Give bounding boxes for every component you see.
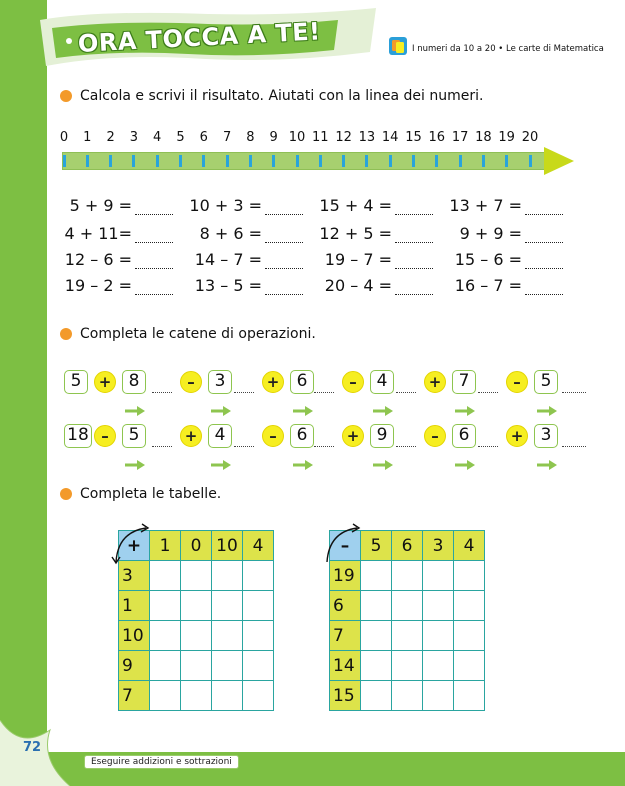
equation-text: 15 + 4 = [319, 196, 392, 215]
equation-text: 14 – 7 = [194, 250, 262, 269]
footer-topic: Eseguire addizioni e sottrazioni [84, 755, 239, 769]
answer-blank[interactable] [265, 228, 303, 243]
chain-operator: – [506, 371, 528, 393]
number-line-tick [202, 155, 205, 167]
answer-cell[interactable] [392, 591, 423, 621]
number-line-tick [226, 155, 229, 167]
green-arrow-icon [536, 456, 558, 468]
instruction-3 [60, 486, 221, 502]
table-op-symbol: + [126, 535, 142, 556]
green-arrow-icon [124, 456, 146, 468]
green-arrow-icon [372, 456, 394, 468]
number-line-tick [296, 155, 299, 167]
equation-text: 9 + 9 = [459, 224, 522, 243]
number-line-label: 17 [451, 130, 469, 145]
green-arrow-icon [536, 402, 558, 414]
answer-cell[interactable] [392, 651, 423, 681]
equation [318, 224, 433, 243]
answer-cell[interactable] [181, 681, 212, 711]
chain-blank[interactable] [562, 392, 586, 393]
green-arrow-icon [454, 456, 476, 468]
chain-operand-box: 5 [534, 370, 558, 394]
number-line-arrow-icon [544, 147, 574, 175]
equation-text: 19 – 2 = [64, 276, 132, 295]
instruction-1 [60, 88, 483, 104]
answer-blank[interactable] [265, 280, 303, 295]
number-line-tick [272, 155, 275, 167]
number-line-label: 13 [358, 130, 376, 145]
answer-cell[interactable] [150, 651, 181, 681]
answer-cell[interactable] [243, 681, 274, 711]
answer-cell[interactable] [212, 681, 243, 711]
column-header: 0 [181, 531, 212, 561]
chain-operator: + [180, 425, 202, 447]
answer-cell[interactable] [361, 651, 392, 681]
number-line-label: 11 [312, 130, 329, 145]
number-line-tick [342, 155, 345, 167]
table-op-symbol: – [340, 535, 350, 556]
chain-blank[interactable] [314, 392, 334, 393]
number-line-tick [109, 155, 112, 167]
chain-blank[interactable] [396, 392, 416, 393]
curved-arrow-icon [110, 522, 154, 566]
curved-arrow-icon [321, 522, 365, 566]
row-header: 6 [330, 591, 361, 621]
green-arrow-icon [292, 456, 314, 468]
answer-cell[interactable] [454, 561, 485, 591]
number-line-label: 0 [59, 130, 69, 145]
number-line-label: 7 [222, 130, 232, 145]
number-line-label: 15 [405, 130, 422, 145]
number-line-tick [156, 155, 159, 167]
number-line-tick [505, 155, 508, 167]
number-line-label: 14 [381, 130, 399, 145]
number-line-label: 12 [335, 130, 352, 145]
equation-text: 4 + 11= [64, 224, 132, 243]
answer-cell[interactable] [392, 621, 423, 651]
number-line-label: 10 [288, 130, 306, 145]
column-header: 5 [361, 531, 392, 561]
row-header: 1 [119, 591, 150, 621]
chain-operator: – [180, 371, 202, 393]
chain-start-box: 18 [64, 424, 92, 448]
chain-operand-box: 4 [208, 424, 232, 448]
equation [318, 196, 433, 215]
equation [448, 250, 563, 269]
orange-bullet-icon [60, 328, 72, 340]
answer-cell[interactable] [423, 561, 454, 591]
chain-blank[interactable] [314, 446, 334, 447]
equation [188, 250, 303, 269]
answer-cell[interactable] [181, 561, 212, 591]
number-line-tick [132, 155, 135, 167]
answer-cell[interactable] [181, 651, 212, 681]
number-line-label: 4 [153, 130, 162, 145]
banner-dot [66, 38, 72, 44]
answer-cell[interactable] [423, 591, 454, 621]
equation-text: 12 – 6 = [64, 250, 132, 269]
answer-cell[interactable] [243, 651, 274, 681]
row-header: 10 [119, 621, 150, 651]
chain-operand-box: 4 [370, 370, 394, 394]
answer-blank[interactable] [395, 200, 433, 215]
answer-blank[interactable] [395, 280, 433, 295]
answer-cell[interactable] [454, 651, 485, 681]
equation-text: 13 – 5 = [194, 276, 262, 295]
chain-operator: + [506, 425, 528, 447]
equation [188, 276, 303, 295]
equation-text: 20 – 4 = [324, 276, 392, 295]
green-arrow-icon [124, 402, 146, 414]
column-header: 10 [212, 531, 243, 561]
equation-text: 5 + 9 = [69, 196, 132, 215]
number-line-label: 5 [176, 130, 185, 145]
column-header: 4 [243, 531, 274, 561]
answer-cell[interactable] [361, 591, 392, 621]
number-line-label: 1 [83, 130, 92, 145]
row-header: 3 [119, 561, 150, 591]
answer-cell[interactable] [212, 621, 243, 651]
column-header: 3 [423, 531, 454, 561]
answer-cell[interactable] [392, 681, 423, 711]
chain-blank[interactable] [478, 392, 498, 393]
answer-blank[interactable] [395, 228, 433, 243]
answer-blank[interactable] [395, 254, 433, 269]
chain-blank[interactable] [152, 392, 172, 393]
answer-cell[interactable] [361, 621, 392, 651]
number-line-tick [249, 155, 252, 167]
equation [60, 250, 173, 269]
equation-text: 10 + 3 = [189, 196, 262, 215]
number-line-label: 8 [246, 130, 255, 145]
chain-operator: – [94, 425, 116, 447]
row-header: 14 [330, 651, 361, 681]
answer-cell[interactable] [454, 681, 485, 711]
equation [188, 196, 303, 215]
chain-blank[interactable] [562, 446, 586, 447]
answer-cell[interactable] [212, 651, 243, 681]
number-line-tick [412, 155, 415, 167]
answer-cell[interactable] [150, 681, 181, 711]
chain-operand-box: 3 [208, 370, 232, 394]
equation [60, 276, 173, 295]
answer-cell[interactable] [454, 621, 485, 651]
answer-blank[interactable] [265, 254, 303, 269]
chain-operand-box: 3 [534, 424, 558, 448]
equation-text: 19 – 7 = [324, 250, 392, 269]
chain-operand-box: 6 [290, 370, 314, 394]
equation-text: 13 + 7 = [449, 196, 522, 215]
answer-cell[interactable] [243, 621, 274, 651]
chain-operand-box: 8 [122, 370, 146, 394]
answer-cell[interactable] [150, 561, 181, 591]
answer-cell[interactable] [423, 651, 454, 681]
equation [318, 276, 433, 295]
equation-text: 16 – 7 = [454, 276, 522, 295]
chain-blank[interactable] [478, 446, 498, 447]
answer-cell[interactable] [423, 681, 454, 711]
row-header: 15 [330, 681, 361, 711]
chain-operator: + [342, 425, 364, 447]
number-line-label: 6 [199, 130, 208, 145]
chain-operand-box: 7 [452, 370, 476, 394]
orange-bullet-icon [60, 90, 72, 102]
answer-blank[interactable] [525, 200, 563, 215]
row-header: 19 [330, 561, 361, 591]
chain-operator: – [424, 425, 446, 447]
column-header: 4 [454, 531, 485, 561]
chain-operator: + [262, 371, 284, 393]
number-line-label: 20 [521, 130, 539, 145]
chain-start-box: 5 [64, 370, 88, 394]
answer-blank[interactable] [265, 200, 303, 215]
number-line-label: 18 [475, 130, 492, 145]
answer-blank[interactable] [525, 228, 563, 243]
instruction-1-text: Calcola e scrivi il risultato. Aiutati con la linea dei numeri. [80, 88, 484, 104]
instruction-2-text: Completa le catene di operazioni. [80, 326, 316, 342]
answer-cell[interactable] [181, 621, 212, 651]
green-arrow-icon [454, 402, 476, 414]
answer-blank[interactable] [135, 200, 173, 215]
equation-text: 15 – 6 = [454, 250, 522, 269]
equation [60, 224, 173, 243]
green-arrow-icon [292, 402, 314, 414]
row-header: 7 [330, 621, 361, 651]
answer-blank[interactable] [525, 254, 563, 269]
equation [60, 196, 173, 215]
answer-cell[interactable] [243, 591, 274, 621]
equation [448, 196, 563, 215]
number-line-label: 2 [106, 130, 115, 145]
number-line-tick [179, 155, 182, 167]
answer-blank[interactable] [525, 280, 563, 295]
chain-operator: – [342, 371, 364, 393]
answer-cell[interactable] [150, 621, 181, 651]
equation-text: 12 + 5 = [319, 224, 392, 243]
answer-blank[interactable] [135, 280, 173, 295]
number-line-tick [389, 155, 392, 167]
chain-operand-box: 9 [370, 424, 394, 448]
number-line-tick [63, 155, 66, 167]
number-line-label: 9 [269, 130, 278, 145]
chain-operator: + [94, 371, 116, 393]
number-line-label: 3 [129, 130, 139, 145]
left-green-band [0, 0, 47, 786]
equation [448, 224, 563, 243]
cards-icon [388, 36, 408, 56]
answer-cell[interactable] [212, 561, 243, 591]
page-number: 72 [22, 740, 42, 755]
number-line-label: 16 [428, 130, 446, 145]
chain-operand-box: 6 [452, 424, 476, 448]
answer-cell[interactable] [361, 681, 392, 711]
instruction-3-text: Completa le tabelle. [80, 486, 222, 502]
chain-blank[interactable] [152, 446, 172, 447]
number-line-label: 19 [498, 130, 515, 145]
answer-blank[interactable] [135, 254, 173, 269]
answer-cell[interactable] [243, 561, 274, 591]
column-header: 1 [150, 531, 181, 561]
number-line-tick [529, 155, 532, 167]
chain-operator: – [262, 425, 284, 447]
chain-blank[interactable] [396, 446, 416, 447]
answer-cell[interactable] [181, 591, 212, 621]
equation [188, 224, 303, 243]
number-line-tick [365, 155, 368, 167]
answer-cell[interactable] [423, 621, 454, 651]
number-line-tick [482, 155, 485, 167]
answer-cell[interactable] [392, 561, 423, 591]
chain-operand-box: 6 [290, 424, 314, 448]
answer-cell[interactable] [454, 591, 485, 621]
answer-cell[interactable] [361, 561, 392, 591]
answer-cell[interactable] [212, 591, 243, 621]
banner-title: ORA TOCCA A TE! [77, 17, 322, 58]
column-header: 6 [392, 531, 423, 561]
instruction-2 [60, 326, 316, 342]
reference-text: I numeri da 10 a 20 • Le carte di Matematica [412, 44, 604, 54]
row-header: 7 [119, 681, 150, 711]
number-line-tick [459, 155, 462, 167]
answer-cell[interactable] [150, 591, 181, 621]
chain-blank[interactable] [234, 446, 254, 447]
chain-blank[interactable] [234, 392, 254, 393]
equation [318, 250, 433, 269]
equation-text: 8 + 6 = [199, 224, 262, 243]
row-header: 9 [119, 651, 150, 681]
equation [448, 276, 563, 295]
number-line-tick [319, 155, 322, 167]
green-arrow-icon [210, 456, 232, 468]
orange-bullet-icon [60, 488, 72, 500]
number-line-tick [435, 155, 438, 167]
answer-blank[interactable] [135, 228, 173, 243]
chain-operator: + [424, 371, 446, 393]
green-arrow-icon [210, 402, 232, 414]
chain-operand-box: 5 [122, 424, 146, 448]
green-arrow-icon [372, 402, 394, 414]
number-line-tick [86, 155, 89, 167]
